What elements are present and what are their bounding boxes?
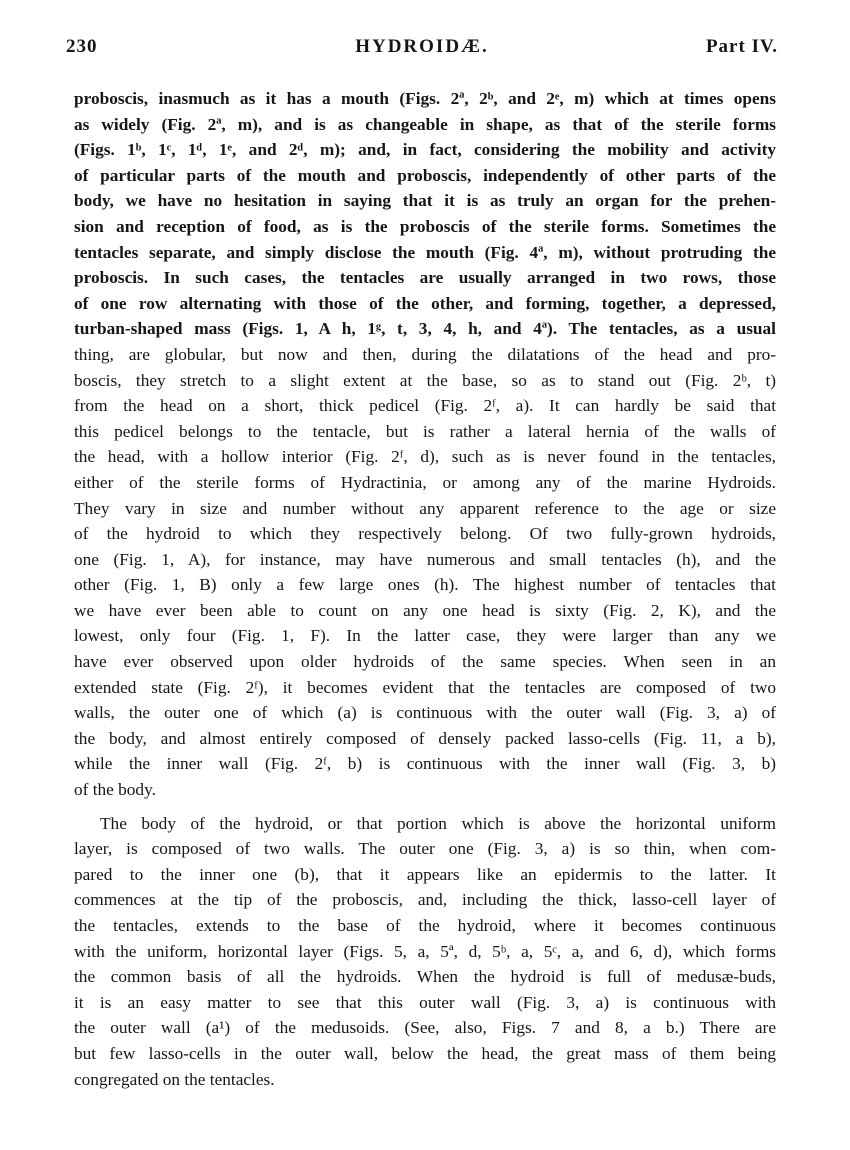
text-line: commences at the tip of the proboscis, and, including the thick, lasso-cell layer of [74, 890, 776, 910]
text-line: the common basis of all the hydroids. When the hydroid is full of medusæ-buds, [74, 967, 776, 987]
text-line: from the head on a short, thick pedicel (Fig. 2ᶠ, a). It can hardly be said that [74, 396, 776, 416]
text-line: of the hydroid to which they respectively belong. Of two fully-grown hydroids, [74, 524, 776, 544]
text-line: pared to the inner one (b), that it appears like an epidermis to the latter. It [74, 864, 776, 884]
text-line: one (Fig. 1, A), for instance, may have numerous and small tentacles (h), and the [74, 549, 776, 569]
text-line: (Figs. 1ᵇ, 1ᶜ, 1ᵈ, 1ᵉ, and 2ᵈ, m); and, in fact, considering the mobility and activity [74, 140, 776, 160]
text-line: with the uniform, horizontal layer (Figs. 5, a, 5ª, d, 5ᵇ, a, 5ᶜ, a, and 6, d), which forms [74, 941, 776, 961]
text-line: walls, the outer one of which (a) is continuous with the outer wall (Fig. 3, a) of [74, 703, 776, 723]
text-line: as widely (Fig. 2ª, m), and is as changeable in shape, as that of the sterile forms [74, 114, 776, 134]
text-line: lowest, only four (Fig. 1, F). In the latter case, they were larger than any we [74, 626, 776, 646]
text-line: this pedicel belongs to the tentacle, but is rather a lateral hernia of the walls of [74, 421, 776, 441]
running-title: HYDROIDÆ. [355, 36, 489, 57]
text-line: The body of the hydroid, or that portion which is above the horizontal uniform [100, 813, 776, 833]
text-line: proboscis, inasmuch as it has a mouth (Figs. 2ª, 2ᵇ, and 2ᵉ, m) which at times opens [74, 89, 776, 108]
paragraph [74, 86, 776, 803]
running-header [66, 36, 778, 64]
text-line: turban-shaped mass (Figs. 1, A h, 1ᵍ, t, 3, 4, h, and 4ª). The tentacles, as a usual [74, 319, 776, 339]
paragraph [74, 811, 776, 1093]
text-line: tentacles separate, and simply disclose the mouth (Fig. 4ª, m), without protruding the [74, 242, 776, 262]
text-line: body, we have no hesitation in saying that it is as truly an organ for the prehen- [74, 191, 776, 211]
text-line: we have ever been able to count on any one head is sixty (Fig. 2, K), and the [74, 600, 776, 620]
text-line: of particular parts of the mouth and proboscis, independently of other parts of the [74, 165, 776, 185]
text-line: but few lasso-cells in the outer wall, below the head, the great mass of them being [74, 1043, 776, 1063]
text-line: boscis, they stretch to a slight extent at the base, so as to stand out (Fig. 2ᵇ, t) [74, 370, 776, 390]
text-line: have ever observed upon older hydroids of the same species. When seen in an [74, 652, 776, 672]
page-number: 230 [66, 36, 98, 57]
text-line: the body, and almost entirely composed of densely packed lasso-cells (Fig. 11, a b), [74, 728, 776, 748]
part-label: Part IV. [705, 36, 778, 57]
text-line: They vary in size and number without any apparent reference to the age or size [74, 498, 776, 518]
text-line: sion and reception of food, as is the proboscis of the sterile forms. Sometimes the [74, 216, 776, 236]
text-line: other (Fig. 1, B) only a few large ones (h). The highest number of tentacles that [74, 575, 776, 595]
text-line: the head, with a hollow interior (Fig. 2ᶠ, d), such as is never found in the tentacles, [74, 447, 776, 467]
body-text [74, 86, 776, 1092]
text-line: proboscis. In such cases, the tentacles are usually arranged in two rows, those [74, 268, 776, 288]
paragraph-gap [74, 803, 776, 811]
text-line: the outer wall (a¹) of the medusoids. (See, also, Figs. 7 and 8, a b.) There are [74, 1018, 776, 1038]
text-line: of one row alternating with those of the other, and forming, together, a depressed, [74, 293, 776, 313]
text-line: extended state (Fig. 2ᶠ), it becomes evident that the tentacles are composed of two [74, 677, 776, 697]
text-line: the tentacles, extends to the base of the hydroid, where it becomes continuous [74, 916, 776, 935]
text-line: of the body. [74, 780, 156, 800]
text-line: layer, is composed of two walls. The outer one (Fig. 3, a) is so thin, when com- [74, 839, 776, 859]
text-line: it is an easy matter to see that this outer wall (Fig. 3, a) is continuous with [74, 992, 776, 1012]
text-line: thing, are globular, but now and then, during the dilatations of the head and pro- [74, 344, 776, 364]
text-line: while the inner wall (Fig. 2ᶠ, b) is continuous with the inner wall (Fig. 3, b) [74, 754, 776, 774]
text-line: either of the sterile forms of Hydractinia, or among any of the marine Hydroids. [74, 472, 776, 492]
text-line: congregated on the tentacles. [74, 1069, 275, 1089]
